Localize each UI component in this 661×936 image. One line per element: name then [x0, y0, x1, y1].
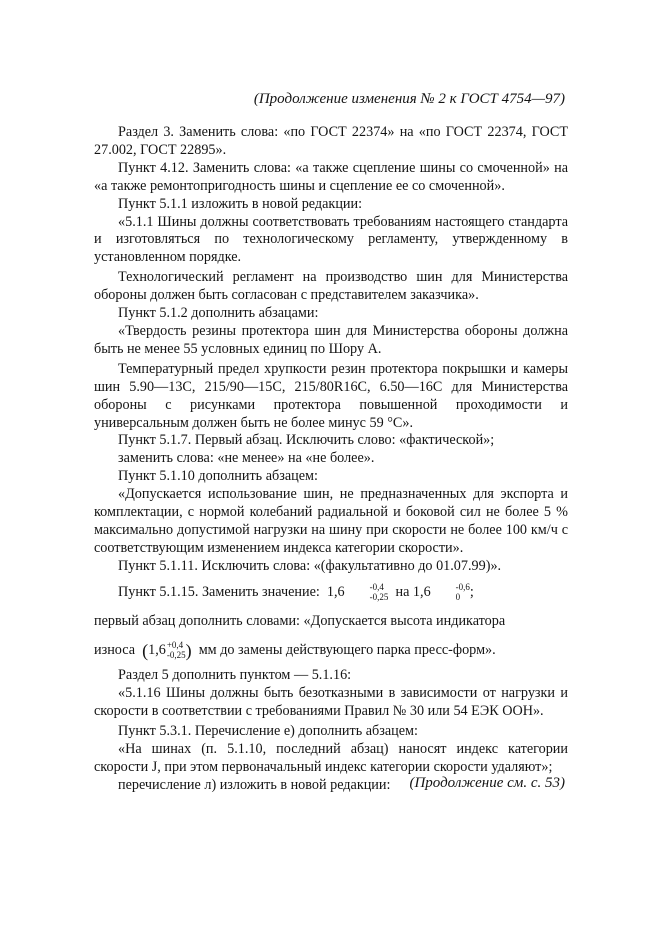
- tolerance: [432, 582, 470, 602]
- paragraph: Технологический регламент на производство шин для Министерства обороны должен быть согласован с представителем заказчика».: [94, 269, 568, 304]
- formula-paragraph-replace: [94, 579, 568, 605]
- paragraph: перечисление л) изложить в новой редакции:: [118, 776, 391, 793]
- paragraph: «На шинах (п. 5.1.10, последний абзац) наносят индекс категории скорости J, при этом первоначальный индекс категории скорости удаляют»;: [94, 741, 568, 775]
- formula-word: на: [395, 583, 410, 600]
- tolerance-lower: 0: [455, 592, 461, 603]
- tolerance-lower: -0,25: [166, 650, 186, 661]
- formula-paragraph-wear: износа (1,6 +0,4 -0,25 ) мм до замены действующего парка пресс-форм».: [94, 640, 496, 661]
- formula-tail: ;: [469, 583, 474, 600]
- tolerance: [346, 582, 389, 602]
- paragraph: Пункт 5.3.1. Перечисление е) дополнить абзацем:: [118, 723, 418, 740]
- tolerance-upper: -0,6: [455, 582, 470, 593]
- paragraph: Пункт 5.1.1 изложить в новой редакции:: [118, 195, 363, 212]
- formula-value: 1,6: [412, 583, 431, 600]
- formula-value: 1,6: [326, 583, 345, 600]
- formula-tail: мм до замены действующего парка пресс-форм».: [198, 641, 496, 658]
- paragraph: заменить слова: «не менее» на «не более».: [118, 450, 375, 467]
- paragraph: Пункт 5.1.11. Исключить слова: «(факультативно до 01.07.99)».: [118, 557, 502, 574]
- paragraph: «5.1.1 Шины должны соответствовать требованиям настоящего стандарта и изготовляться по технологическому регламенту, утвержденному в установленном порядке.: [94, 213, 568, 266]
- formula-lead: износа: [94, 641, 136, 658]
- tolerance-upper: -0,4: [369, 582, 384, 593]
- paragraph: Пункт 4.12. Заменить слова: «а также сцепление шины со смоченной» на «а также ремонтопригодность шины и сцепление ее со смоченной».: [94, 159, 568, 194]
- tolerance: [167, 640, 186, 660]
- paragraph: «Твердость резины протектора шин для Министерства обороны должна быть не менее 55 условных единиц по Шору А.: [94, 322, 568, 357]
- paragraph: «Допускается использование шин, не предназначенных для экспорта и комплектации, с нормой колебаний радиальной и боковой сил не более 5 % максимально допустимой нагрузки на шину при скорости не более 100 км/ч с соответствующим изменением индекса категории скорости».: [94, 486, 568, 556]
- paragraph: Раздел 5 дополнить пунктом — 5.1.16:: [118, 667, 352, 684]
- tolerance-upper: +0,4: [166, 640, 184, 651]
- continuation-footer: (Продолжение см. с. 53): [409, 775, 565, 791]
- document-body: [94, 124, 568, 795]
- formula-value: 1,6: [148, 641, 166, 658]
- formula-lead: Пункт 5.1.15. Заменить значение:: [118, 583, 320, 600]
- paragraph: Температурный предел хрупкости резин протектора покрышки и камеры шин 5.90—13С, 215/90—15С, 215/80R16С, 6.50—16С для Министерства обороны с рисунками протектора повышенной проходимости и универсальным должен быть не более минус 59 °С».: [94, 360, 568, 431]
- paragraph: Пункт 5.1.10 дополнить абзацем:: [118, 468, 318, 485]
- paragraph: Раздел 3. Заменить слова: «по ГОСТ 22374» на «по ГОСТ 22374, ГОСТ 27.002, ГОСТ 22895».: [94, 124, 568, 158]
- paragraph: Пункт 5.1.7. Первый абзац. Исключить слово: «фактической»;: [118, 432, 495, 449]
- continuation-header: (Продолжение изменения № 2 к ГОСТ 4754—97): [253, 91, 565, 107]
- paragraph: Пункт 5.1.2 дополнить абзацами:: [118, 305, 319, 322]
- paragraph: «5.1.16 Шины должны быть безотказными в зависимости от нагрузки и скорости в соответствии с требованиями Правил № 30 или 54 ЕЭК ООН».: [94, 685, 568, 720]
- paragraph: первый абзац дополнить словами: «Допускается высота индикатора: [94, 612, 506, 629]
- tolerance-lower: -0,25: [369, 592, 389, 603]
